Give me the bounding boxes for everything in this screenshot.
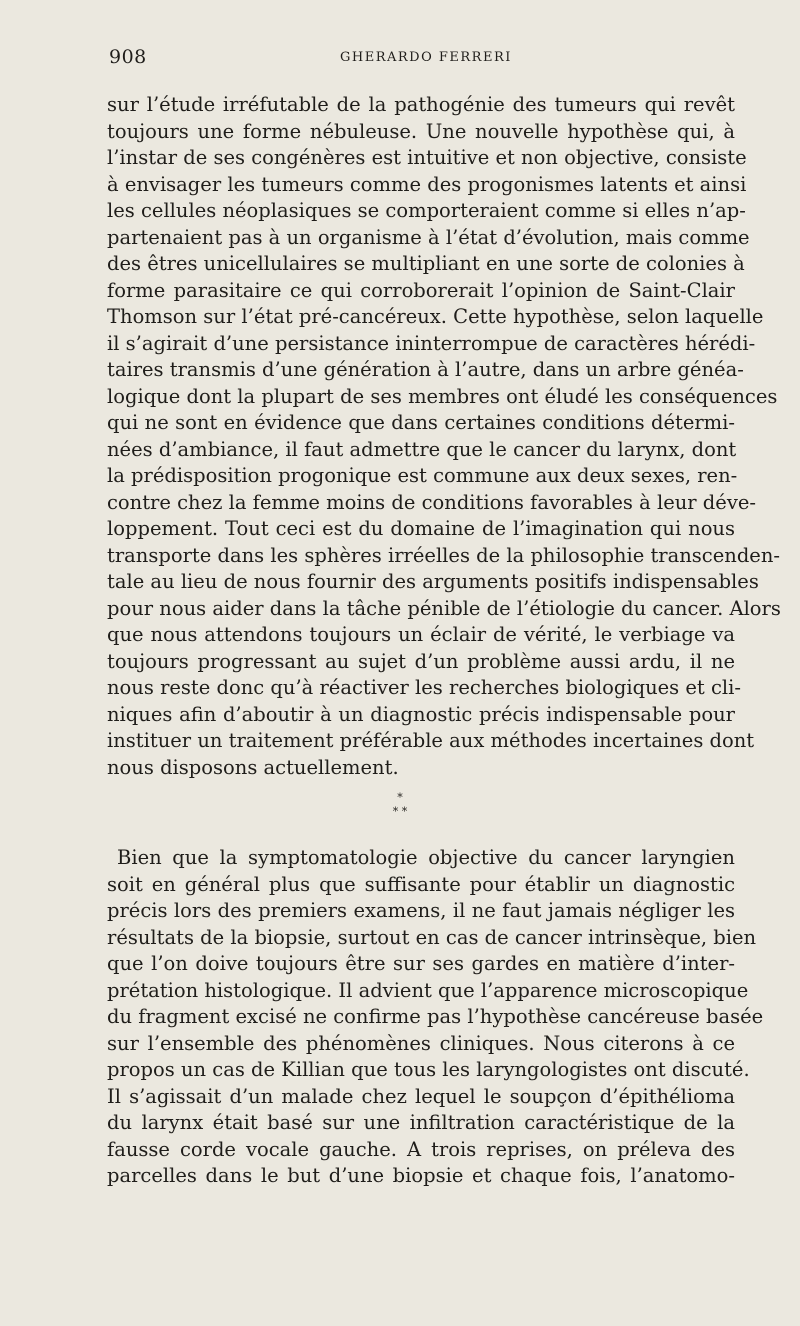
text-line: Il s’agissait d’un malade chez lequel le soupçon d’épithélioma	[107, 1084, 735, 1108]
section-separator	[380, 791, 420, 819]
text-line: l’instar de ses congénères est intuitive et non objective, consiste	[107, 146, 747, 169]
text-line: il s’agirait d’une persistance ininterrompue de caractères hérédi-	[107, 331, 756, 355]
text-line: nous reste donc qu’à réactiver les recherches biologiques et cli-	[107, 676, 741, 699]
text-line: soit en général plus que suffisante pour établir un diagnostic	[107, 872, 735, 896]
separator-stars-bottom: * *	[392, 805, 408, 818]
text-line: précis lors des premiers examens, il ne faut jamais négliger les	[107, 899, 735, 922]
text-line: partenaient pas à un organisme à l’état d’évolution, mais comme	[107, 225, 750, 249]
text-line: sur l’ensemble des phénomènes cliniques. Nous citerons à ce	[107, 1031, 735, 1055]
text-line: Thomson sur l’état pré-cancéreux. Cette hypothèse, selon laquelle	[107, 305, 764, 328]
text-line: transporte dans les sphères irréelles de la philosophie transcenden-	[107, 543, 780, 567]
text-line: à envisager les tumeurs comme des progonismes latents et ainsi	[107, 172, 747, 196]
text-line: logique dont la plupart de ses membres ont éludé les conséquences	[107, 384, 778, 408]
text-line: des êtres unicellulaires se multipliant en une sorte de colonies à	[107, 252, 745, 275]
text-line: tale au lieu de nous fournir des arguments positifs indispensables	[107, 570, 759, 593]
text-line: du larynx était basé sur une infiltration caractéristique de la	[107, 1111, 735, 1134]
text-line: forme parasitaire ce qui corroborerait l’opinion de Saint-Clair	[107, 278, 735, 302]
text-line: loppement. Tout ceci est du domaine de l’imagination qui nous	[107, 517, 735, 540]
text-line: nées d’ambiance, il faut admettre que le cancer du larynx, dont	[107, 437, 737, 461]
paragraph-1	[107, 92, 781, 781]
text-line: niques afin d’aboutir à un diagnostic précis indispensable pour	[107, 702, 735, 726]
text-line: instituer un traitement préférable aux méthodes incertaines dont	[107, 729, 755, 752]
text-line: que nous attendons toujours un éclair de vérité, le verbiage va	[107, 623, 735, 646]
text-line: toujours une forme nébuleuse. Une nouvelle hypothèse qui, à	[107, 119, 735, 143]
separator-star-top: *	[397, 791, 403, 804]
page-number: 908	[109, 46, 147, 68]
text-line: résultats de la biopsie, surtout en cas de cancer intrinsèque, bien	[107, 925, 757, 949]
text-line: contre chez la femme moins de conditions favorables à leur déve-	[107, 490, 756, 514]
text-line: les cellules néoplasiques se comporteraient comme si elles n’ap-	[107, 199, 746, 222]
text-line: prétation histologique. Il advient que l’apparence microscopique	[107, 978, 749, 1002]
text-line: fausse corde vocale gauche. A trois reprises, on préleva des	[107, 1137, 735, 1161]
text-line: la prédisposition progonique est commune aux deux sexes, ren-	[107, 464, 738, 487]
text-line: nous disposons actuellement.	[107, 755, 399, 779]
running-head: GHERARDO FERRERI	[340, 50, 512, 65]
text-line: Bien que la symptomatologie objective du cancer laryngien	[117, 846, 735, 869]
text-line: toujours progressant au sujet d’un problème aussi ardu, il ne	[107, 649, 735, 673]
text-line: que l’on doive toujours être sur ses gardes en matière d’inter-	[107, 952, 735, 975]
text-line: pour nous aider dans la tâche pénible de l’étiologie du cancer. Alors	[107, 596, 781, 620]
paragraph-2	[107, 845, 764, 1190]
text-line: propos un cas de Killian que tous les laryngologistes ont discuté.	[107, 1058, 750, 1081]
text-line: parcelles dans le but d’une biopsie et chaque fois, l’anatomo-	[107, 1164, 735, 1187]
text-line: du fragment excisé ne confirme pas l’hypothèse cancéreuse basée	[107, 1005, 764, 1028]
text-line: qui ne sont en évidence que dans certaines conditions détermi-	[107, 411, 735, 434]
text-line: sur l’étude irréfutable de la pathogénie des tumeurs qui revêt	[107, 93, 735, 116]
text-line: taires transmis d’une génération à l’autre, dans un arbre généa-	[107, 358, 744, 381]
